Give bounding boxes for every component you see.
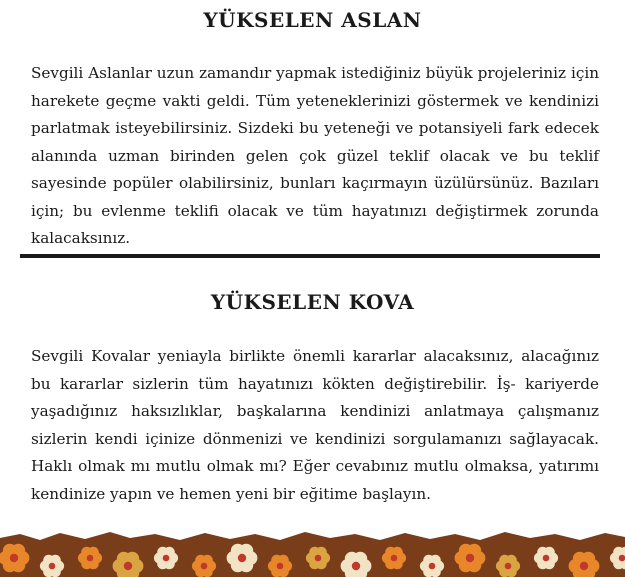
section-body-aslan: Sevgili Aslanlar uzun zamandır yapmak istediğiniz büyük projeleriniz için harekete geçme vakti geldi. Tüm yeteneklerinizi göstermek ve kendinizi parlatmak isteyebilirsiniz. Sizdeki bu yeteneği ve potansiyeli fark edecek alanında uzman birinden gelen çok güzel teklif olacak ve bu teklif sayesinde popüler olabilirsiniz, bunları kaçırmayın üzülürsünüz. Bazıları için; bu evlenme teklifi olacak ve tüm hayatınızı değiştirmek zorunda kalacaksınız.: [31, 64, 599, 247]
section-title-aslan: YÜKSELEN ASLAN: [203, 8, 422, 32]
floral-pattern-image: [0, 528, 625, 577]
section-divider: [20, 254, 600, 258]
section-body-kova: Sevgili Kovalar yeniayla birlikte önemli kararlar alacaksınız, alacağınız bu kararlar sizlerin tüm hayatınızı kökten değiştirebilir. İş- kariyerde yaşadığınız haksızlıklar, başkalarına kendinizi anlatmaya çalışmanız sizlerin kendi içinize dönmenizi ve kendinizi sorgulamanızı sağlayacak. Haklı olmak mı mutlu olmak mı? Eğer cevabınız mutlu olmaksa, yatırımı kendinize yapın ve hemen yeni bir eğitime başlayın.: [31, 347, 599, 503]
floral-pattern-footer: [0, 528, 625, 577]
section-title-kova: YÜKSELEN KOVA: [210, 290, 415, 314]
